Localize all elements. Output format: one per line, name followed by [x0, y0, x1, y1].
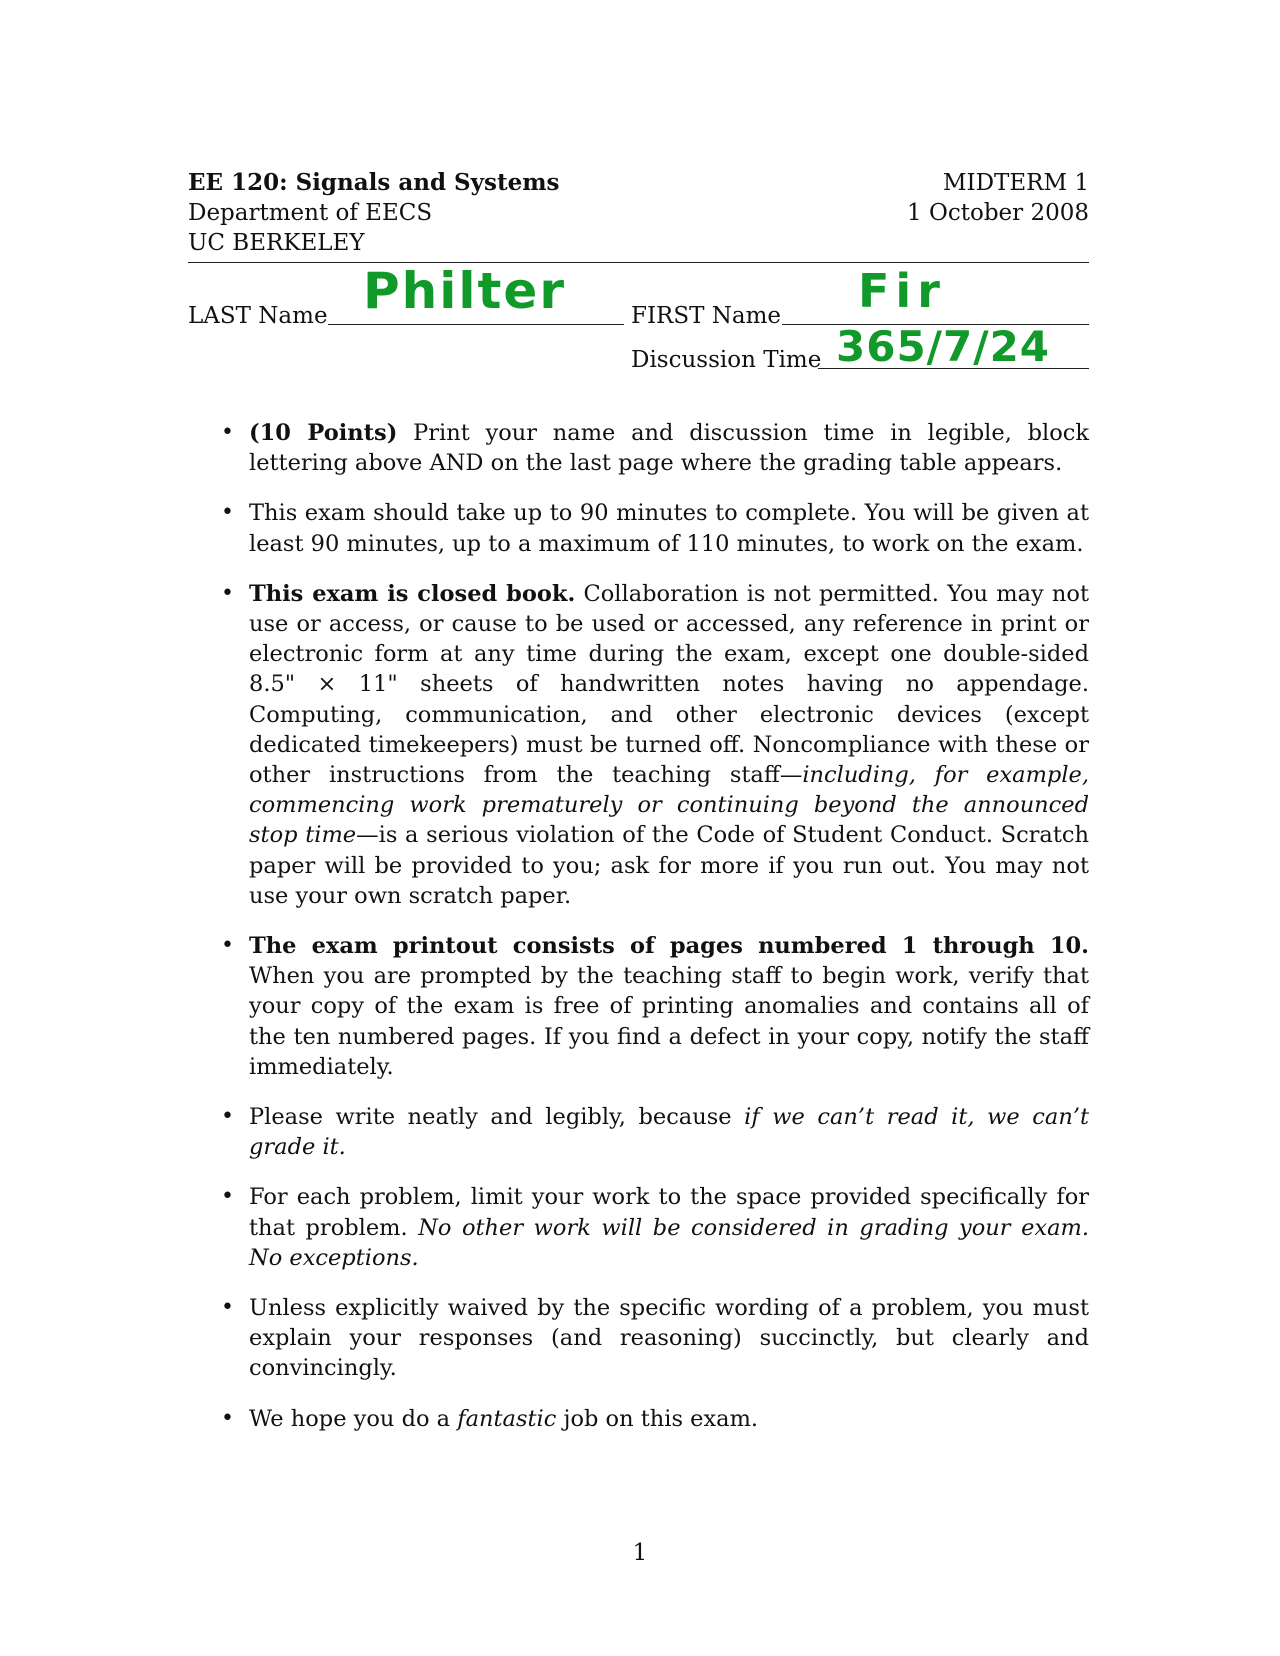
instruction-text: This exam should take up to 90 minutes to complete. You will be given at least 90 minutes, up to a maximum of 110 minutes, to work on the exam. — [249, 500, 1089, 557]
exam-title: MIDTERM 1 — [942, 170, 1089, 196]
university-uc: UC B — [188, 230, 250, 256]
instruction-text: job on this exam. — [556, 1405, 759, 1432]
bullet-icon: • — [221, 1405, 234, 1431]
bullet-icon: • — [221, 580, 234, 606]
instruction-item — [221, 498, 1089, 558]
first-name-handwriting: Fir — [858, 264, 946, 318]
discussion-time-label: Discussion Time — [631, 347, 822, 373]
instruction-italic: fantastic — [457, 1405, 557, 1432]
instruction-italic: including, for example, commencing work prematurely or continuing beyond the announced stop time — [249, 762, 1089, 849]
instruction-item — [221, 1293, 1089, 1384]
discussion-time-handwriting: 365/7/24 — [836, 322, 1051, 371]
header-right — [907, 168, 1089, 228]
first-name-label: FIRST Name — [631, 303, 782, 329]
instruction-text: We hope you do a — [249, 1405, 458, 1432]
bullet-icon: • — [221, 1104, 234, 1130]
instruction-italic: if we can’t read it, we can’t grade it. — [249, 1104, 1090, 1161]
bullet-icon: • — [221, 1184, 234, 1210]
instruction-text: Print your name and discussion time in legible, block lettering above AND on the last page where the grading table appears. — [249, 420, 1090, 477]
header-rule — [188, 262, 1089, 263]
university — [188, 228, 560, 258]
instruction-list — [221, 418, 1089, 1454]
instruction-item — [221, 1102, 1089, 1162]
instruction-text: —is a serious violation of the Code of Student Conduct. Scratch paper will be provided to you; ask for more if you run out. You may not use your own scratch paper. — [249, 822, 1089, 909]
header-left — [188, 168, 560, 258]
course-title: EE 120: Signals and Systems — [188, 169, 560, 196]
bullet-icon: • — [221, 420, 234, 445]
instruction-bold: This exam is closed book. — [249, 580, 576, 607]
last-name-line[interactable] — [328, 324, 624, 325]
last-name-handwriting: Philter — [363, 262, 566, 320]
instruction-text: When you are prompted by the teaching staff to begin work, verify that your copy of the exam is free of printing anomalies and contains all of the ten numbered pages. If you find a defect in your copy, notify the staff immediately. — [249, 963, 1089, 1080]
bullet-icon: • — [221, 500, 234, 526]
instruction-item — [221, 579, 1089, 911]
instruction-text: For each problem, limit your work to the space provided specifically for that problem. — [249, 1184, 1089, 1241]
bullet-icon: • — [221, 933, 234, 959]
instruction-bold: (10 Points) — [249, 420, 398, 446]
department: Department of EECS — [188, 200, 433, 226]
instruction-text: Unless explicitly waived by the specific wording of a problem, you must explain your responses (and reasoning) succinctly, but clearly and convincingly. — [249, 1295, 1089, 1382]
last-name-label: LAST Name — [188, 303, 328, 329]
instruction-text: Please write neatly and legibly, because — [249, 1104, 745, 1131]
exam-date: 1 October 2008 — [907, 200, 1089, 226]
bullet-icon: • — [221, 1295, 234, 1321]
university-rest: ERKELEY — [249, 230, 365, 256]
instruction-item — [221, 931, 1089, 1082]
instruction-italic: No other work will be considered in grading your exam. No exceptions. — [249, 1214, 1089, 1271]
instruction-text: Collaboration is not permitted. You may not use or access, or cause to be used or accessed, any reference in print or electronic form at any time during the exam, except one double-sided 8.5" × 11" sheets of handwritten notes having no appendage. Computing, communication, and other electronic devices (except dedicated timekeepers) must be turned off. Noncompliance with these or other instructions from the teaching staff— — [249, 580, 1089, 789]
instruction-item — [221, 1404, 1089, 1434]
instruction-bold: The exam printout consists of pages numbered 1 through 10. — [249, 933, 1089, 960]
instruction-item — [221, 1182, 1089, 1273]
instruction-item — [221, 418, 1089, 478]
page-number: 1 — [632, 1540, 648, 1566]
